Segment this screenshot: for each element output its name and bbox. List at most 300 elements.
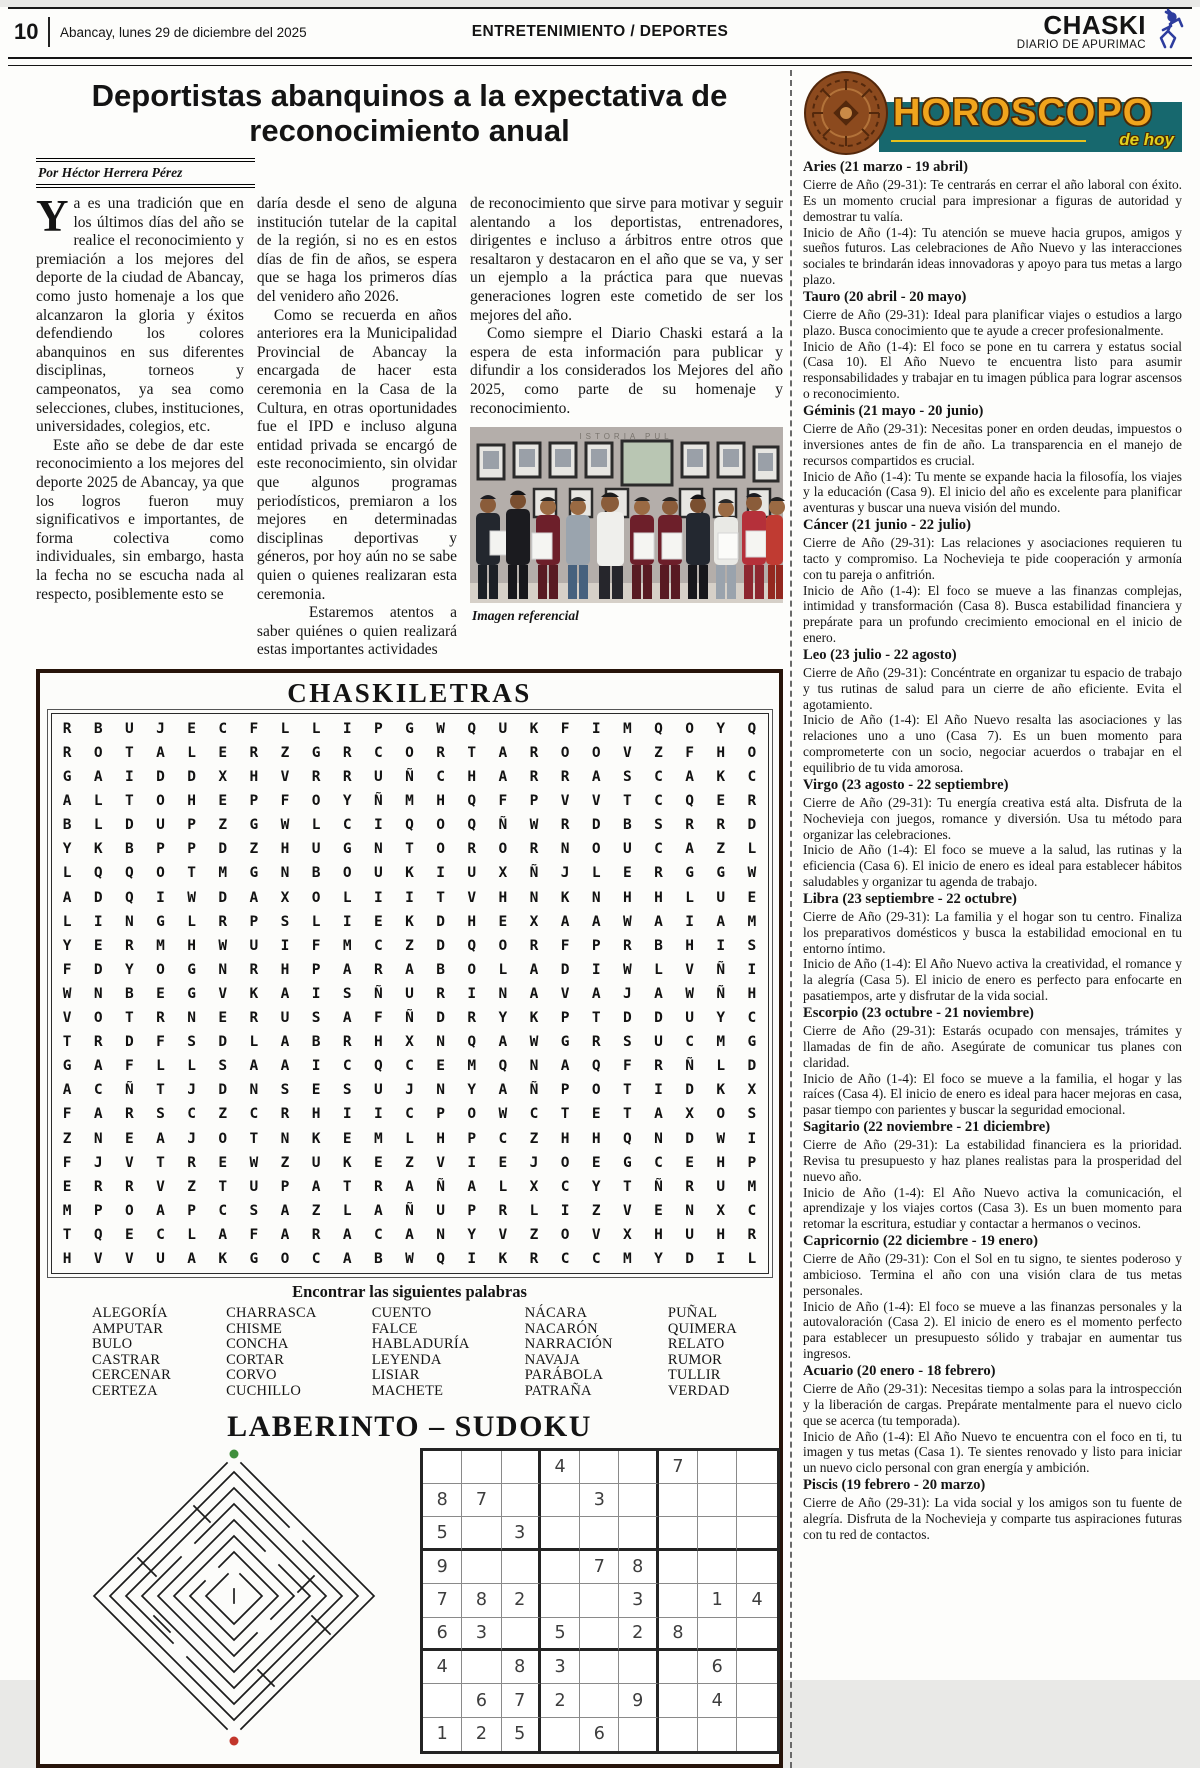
wordsearch-letter: E [747,889,757,906]
sudoku-cell-given: 2 [541,1684,580,1717]
sudoku-cell-empty [502,1451,541,1484]
sudoku-cell-given: 5 [541,1618,580,1651]
word-to-find: CUENTO [371,1305,432,1322]
wordsearch-letter: A [716,913,726,930]
wordsearch-row [52,1126,768,1150]
article-column-3 [470,195,783,660]
wordsearch-row [52,1078,768,1102]
sudoku-cell-empty [580,1584,619,1617]
wordsearch-letter: O [124,1202,134,1219]
wordsearch-letter: N [436,1226,445,1243]
wordsearch-letter: I [591,961,601,978]
wordsearch-letter: N [187,1010,196,1027]
wordsearch-letter: T [124,1010,134,1027]
wordsearch-letter: Y [62,841,72,858]
wordsearch-letter: Q [124,865,134,882]
wordsearch-letter: O [436,817,445,834]
wordsearch-letter: C [156,1226,165,1243]
wordsearch-letter: F [622,1058,632,1075]
wordsearch-letter: N [436,1034,445,1051]
sudoku-cell-empty [737,1684,776,1717]
wordsearch-letter: S [342,985,352,1002]
wordsearch-letter: X [498,865,508,882]
sudoku-cell-given: 6 [698,1651,737,1684]
wordsearch-letter: T [124,745,134,762]
sudoku-grid [420,1448,780,1755]
wordsearch-letter: G [249,817,259,834]
wordsearch-letter: C [93,1082,103,1099]
wordsearch-letter: P [249,913,259,930]
wordsearch-letter: Q [622,1130,632,1147]
wordsearch-letter: M [622,720,632,737]
sudoku-cell-given: 9 [423,1551,462,1584]
wordsearch-letter: A [249,889,259,906]
word-list-column [525,1306,613,1400]
wordsearch-letter: E [685,1154,694,1171]
word-to-find: NARRACIÓN [524,1336,613,1353]
wordsearch-letter: Z [529,1130,539,1147]
wordsearch-letter: M [405,793,414,810]
sudoku-cell-given: 7 [502,1684,541,1717]
wordsearch-letter: W [436,720,445,737]
wordsearch-letter: W [62,985,72,1002]
wordsearch-letter: B [124,841,134,858]
wordsearch-letter: O [716,1106,726,1123]
wordsearch-letter: I [467,1250,477,1267]
horoscope-paragraph: Inicio de Año (1-4): El Año Nuevo activa la creatividad, el romance y la alegría (Casa 5). El inicio de enero es perfecto para enfocarte en pasatiempos, arte y disfrutar de la vida social. [803,956,1182,1004]
wordsearch-letter: U [622,841,632,858]
wordsearch-letter: Ñ [654,1178,663,1195]
wordsearch-letter: I [342,913,352,930]
wordsearch-letter: R [62,720,72,737]
sudoku-cell-given: 3 [462,1618,501,1651]
horoscope-paragraph: Inicio de Año (1-4): El foco se mueve a la salud, las rutinas y la eficiencia (Casa 6). El inicio de enero es ideal para establecer hábitos saludables y organizar tu agenda de trabajo. [803,842,1182,890]
wordsearch-letter: Ñ [405,769,414,786]
wordsearch-letter: K [311,1130,321,1147]
wordsearch-letter: O [156,865,165,882]
wordsearch-letter: A [560,1058,570,1075]
horoscope-sign-heading: Escorpio (23 octubre - 21 noviembre) [803,1004,1034,1021]
wordsearch-letter: I [373,817,383,834]
wordsearch-letter: M [622,1250,632,1267]
sudoku-cell-given: 4 [541,1451,580,1484]
sudoku-cell-given: 2 [462,1718,501,1751]
sudoku-cell-empty [659,1684,698,1717]
horoscope-subtitle: de hoy [1119,130,1174,149]
wordsearch-letter: I [156,889,165,906]
sudoku-cell-given: 2 [502,1584,541,1617]
wordsearch-letter: M [467,1058,477,1075]
wordsearch-letter: L [747,1250,757,1267]
wordsearch-letter: K [529,1010,539,1027]
wordsearch-letter: K [716,769,726,786]
wordsearch-letter: U [405,985,414,1002]
wordsearch-letter: O [156,793,165,810]
wordsearch-letter: P [529,793,539,810]
wordsearch-letter: N [685,1202,694,1219]
wordsearch-letter: T [218,1178,228,1195]
wordsearch-letter: M [342,937,352,954]
wordsearch-letter: A [529,985,539,1002]
word-to-find: NAVAJA [524,1351,581,1368]
wordsearch-letter: C [249,1106,259,1123]
wordsearch-letter: N [436,1082,445,1099]
wordsearch-letter: P [311,961,321,978]
wordsearch-letter: I [373,1106,383,1123]
wordsearch-letter: I [716,937,726,954]
wordsearch-letter: U [249,937,259,954]
sudoku-cell-given: 6 [423,1618,462,1651]
sudoku-cell-empty [580,1684,619,1717]
sudoku-cell-empty [737,1517,776,1550]
horoscope-paragraph: Cierre de Año (29-31): La estabilidad financiera es la prioridad. Revisa tu presupuesto y haz planes realistas para la prosperidad del nuevo año. [803,1137,1182,1184]
wordsearch-letter: Ñ [436,1178,445,1195]
wordsearch-letter: F [560,937,570,954]
wordsearch-letter: R [62,745,72,762]
wordsearch-letter: L [342,889,352,906]
wordsearch-letter: N [93,985,103,1002]
wordsearch-row [52,886,768,910]
article-paragraph: Como siempre el Diario Chaski estará a la espera de esta información para publicar y difundir a los considerados los Mejores del año 2025, como parte de su homenaje y reconocimiento. [470,325,783,417]
wordsearch-letter: Q [373,1058,383,1075]
wordsearch-letter: T [156,1154,165,1171]
article-paragraph: daría desde el seno de alguna institución tutelar de la capital de la región, si no es en estos días de fin de años, se espera que se haga los primeros días del venidero año 2026. [256,195,457,305]
sudoku-cell-empty [659,1651,698,1684]
wordsearch-letter: R [716,817,726,834]
wordsearch-letter: N [498,985,508,1002]
horoscope-sign-heading: Aries (21 marzo - 19 abril) [803,159,968,175]
horoscope-sign-heading: Piscis (19 febrero - 20 marzo) [803,1477,986,1494]
wordsearch-letter: H [280,841,290,858]
wordsearch-letter: L [342,1202,352,1219]
sudoku-cell-given: 5 [423,1517,462,1550]
wordsearch-letter: V [498,1226,508,1243]
horoscope-zone [790,70,1184,1768]
sudoku-cell-empty [659,1551,698,1584]
sudoku-cell-empty [698,1451,737,1484]
wordsearch-letter: B [622,817,632,834]
wordsearch-letter: A [654,985,663,1002]
wordsearch-letter: V [62,1010,72,1027]
wordsearch-letter: W [405,1250,414,1267]
wordsearch-letter: I [467,1154,477,1171]
wordsearch-letter: S [747,937,757,954]
wordsearch-letter: P [373,720,383,737]
wordsearch-letter: A [405,1178,414,1195]
wordsearch-letter: F [249,720,259,737]
wordsearch-letter: C [187,1106,196,1123]
wordsearch-letter: R [373,961,383,978]
wordsearch-letter: I [654,1082,663,1099]
wordsearch-letter: N [529,889,539,906]
wordsearch-letter: S [342,1082,352,1099]
wordsearch-letter: E [187,720,196,737]
wordsearch-letter: B [93,720,103,737]
wordsearch-letter: A [591,985,601,1002]
wordsearch-letter: C [685,1034,694,1051]
wordsearch-letter: G [249,1250,259,1267]
wordsearch-letter: D [685,1082,694,1099]
horoscope-paragraph: Inicio de Año (1-4): Tu mente se expande hacia la filosofía, los viajes y la educación (Casa 9). El inicio del año es excelente para planificar aventuras y buscar una nueva visión del mundo. [803,468,1182,516]
wordsearch-letter: D [654,1010,663,1027]
wordsearch-letter: C [311,1250,321,1267]
word-list-column [372,1306,470,1400]
horoscope-paragraph: Cierre de Año (29-31): Con el Sol en tu signo, te sientes poderoso y ambicioso. Termina el año con una visión clara de tus metas personales. [803,1251,1182,1298]
word-to-find: CUCHILLO [226,1383,302,1399]
wordsearch-letter: J [529,1154,539,1171]
wordsearch-letter: U [311,841,321,858]
sudoku-cell-empty [541,1718,580,1751]
wordsearch-letter: C [560,1250,570,1267]
wordsearch-letter: J [93,1154,103,1171]
wordsearch-row [52,765,768,789]
wordsearch-row [52,1199,768,1223]
article-paragraph: Como se recuerda en años anteriores era la Municipalidad Provincial de Abancay la encargada de hacer esta ceremonia en la Casa de la Cultura, en otras oportunidades fue el IPD e incluso alguna entidad privada se encargó de este reconocimiento, sin olvidar que algunos programas periodísticos, premiaron a los mejores en determinadas disciplinas deportivas y géneros, por hoy aún no se sabe quien o quienes realizaran esta ceremonia. [256,306,457,603]
wordsearch-letter: O [498,841,508,858]
wordsearch-letter: R [467,841,477,858]
sudoku-cell-given: 8 [659,1618,698,1651]
wordsearch-row [52,958,768,982]
wordsearch-letter: L [280,720,290,737]
horoscope-paragraph: Cierre de Año (29-31): Ideal para planificar viajes o estudios a largo plazo. Busca conocimiento que te ayude a crecer profesionalmente. [803,306,1182,338]
wordsearch-letter: C [747,1010,757,1027]
word-to-find: CHISME [226,1320,283,1337]
wordsearch-letter: R [373,1178,383,1195]
wordsearch-row [52,1175,768,1199]
sudoku-cell-given: 8 [423,1484,462,1517]
wordsearch-letter: I [342,720,352,737]
wordsearch-letter: N [93,1130,103,1147]
wordsearch-letter: R [311,769,321,786]
article-column-2 [257,195,457,660]
wordsearch-letter: H [654,1226,663,1243]
wordsearch-letter: U [685,1226,694,1243]
wordsearch-letter: I [436,865,445,882]
wordsearch-letter: A [498,745,508,762]
wordsearch-letter: R [124,1178,134,1195]
wordsearch-letter: E [311,1082,321,1099]
inca-medallion-icon [803,70,889,161]
sudoku-cell-empty [737,1484,776,1517]
horoscope-paragraph: Inicio de Año (1-4): El Año Nuevo resalta las asociaciones y las relaciones uno a uno (Casa 7). Es un buen momento para comprometerte con un socio, negociar acuerdos o trabajar en el equilibrio de tu vida amorosa. [803,712,1182,775]
wordsearch-row [52,813,768,837]
wordsearch-letter: N [280,1130,290,1147]
wordsearch-letter: D [156,769,165,786]
wordsearch-letter: A [560,913,570,930]
word-to-find: LEYENDA [371,1351,442,1368]
wordsearch-letter: T [62,1034,72,1051]
wordsearch-letter: Q [93,1226,103,1243]
puzzles-box [36,669,783,1768]
wordsearch-letter: C [654,1154,663,1171]
wordsearch-letter: L [187,913,196,930]
wordsearch-row [52,1030,768,1054]
wordsearch-letter: Ñ [498,817,508,834]
wordsearch-letter: T [342,1178,352,1195]
sudoku-cell-empty [659,1484,698,1517]
wordsearch-letter: E [218,745,228,762]
wordsearch-title: CHASKILETRAS [287,677,532,708]
wordsearch-letter: X [747,1082,757,1099]
wordsearch-letter: T [249,1130,259,1147]
word-to-find: MACHETE [371,1383,444,1399]
wordsearch-letter: R [156,1010,165,1027]
wordsearch-letter: K [560,889,570,906]
article-paragraph: Este año se debe de dar este reconocimiento a los mejores del deporte 2025 de Abancay, ya que los logros fueron muy significativos e importantes, de forma colectiva como individuales, sin embargo, hasta la fecha no se escucha nada al respecto, posiblemente esto se [36,436,244,603]
wordsearch-letter: A [373,1202,383,1219]
wordsearch-letter: A [405,1226,414,1243]
wordsearch-letter: I [747,1130,757,1147]
wordsearch-letter: L [187,1058,196,1075]
wordsearch-letter: Ñ [529,865,539,882]
wordsearch-letter: B [654,937,663,954]
wordsearch-letter: A [280,985,290,1002]
wordsearch-letter: G [249,865,259,882]
horoscope-paragraph: Inicio de Año (1-4): El Año Nuevo te encuentra con el foco en ti, tu imagen y tus metas (Casa 1). Te sientes renovado y listo para iniciar un nuevo ciclo personal con gran energía y ambición. [803,1428,1182,1476]
wordsearch-letter: R [654,1058,663,1075]
wordsearch-letter: X [716,1202,726,1219]
wordsearch-letter: N [560,841,570,858]
wordsearch-letter: Q [747,720,757,737]
sudoku-cell-given: 4 [737,1584,776,1617]
wordsearch-letter: I [93,913,103,930]
wordsearch-letter: H [311,1106,321,1123]
wordsearch-letter: V [560,793,570,810]
wordsearch-letter: N [654,1130,663,1147]
wordsearch-letter: N [124,913,134,930]
wordsearch-letter: F [311,937,321,954]
sudoku-cell-empty [541,1551,580,1584]
wordsearch-letter: B [311,865,321,882]
wordsearch-grid [51,713,769,1274]
word-to-find: ALEGORÍA [92,1305,168,1322]
wordsearch-letter: Ñ [124,1082,134,1099]
wordsearch-letter: U [280,1010,290,1027]
wordsearch-letter: H [467,913,477,930]
wordsearch-letter: G [342,841,352,858]
wordsearch-letter: W [622,913,632,930]
sudoku-cell-empty [580,1618,619,1651]
wordsearch-letter: V [560,985,570,1002]
wordsearch-letter: K [93,841,103,858]
sudoku-cell-empty [502,1618,541,1651]
wordsearch-letter: B [373,1250,383,1267]
wordsearch-letter: Ñ [405,1202,414,1219]
wordsearch-letter: Q [685,793,694,810]
wordsearch-letter: W [249,1154,259,1171]
sudoku-cell-given: 3 [502,1517,541,1550]
wordsearch-letter: T [622,1178,632,1195]
wordsearch-letter: D [436,937,445,954]
wordsearch-letter: R [591,1034,601,1051]
word-to-find: CONCHA [226,1336,289,1353]
wordsearch-letter: Y [124,961,134,978]
wordsearch-letter: H [716,1154,726,1171]
horoscope-paragraph: Cierre de Año (29-31): Necesitas tiempo a solas para la introspección y la liberación de cargas. Prepárate mentalmente para el nuevo ciclo que se acerca (tu temporada). [803,1381,1182,1428]
wordsearch-letter: L [93,817,103,834]
wordsearch-letter: A [280,1058,290,1075]
wordsearch-letter: E [373,913,383,930]
wordsearch-letter: G [405,720,414,737]
laberinto-sudoku-heading: LABERINTO – SUDOKU [227,1409,592,1443]
wordsearch-letter: N [373,841,383,858]
wordsearch-letter: J [405,1082,414,1099]
wordsearch-letter: V [622,745,632,762]
wordsearch-letter: B [311,1034,321,1051]
wordsearch-letter: Y [716,720,726,737]
word-list-column [92,1306,171,1400]
sudoku-cell-empty [619,1484,658,1517]
sudoku-cell-given: 3 [619,1584,658,1617]
wordsearch-letter: S [280,913,290,930]
wordsearch-letter: L [685,889,694,906]
sudoku-cell-given: 4 [423,1651,462,1684]
wordsearch-letter: Q [467,1034,477,1051]
wordsearch-letter: P [187,817,196,834]
wordsearch-letter: T [467,745,477,762]
wordsearch-letter: T [622,1082,632,1099]
sudoku-cell-given: 6 [462,1684,501,1717]
wordsearch-instruction: Encontrar las siguientes palabras [292,1282,527,1302]
wordsearch-letter: Q [93,865,103,882]
horoscope-header [803,70,1182,156]
wordsearch-letter: W [529,1034,539,1051]
horoscope-paragraph: Cierre de Año (29-31): La familia y el hogar son tu centro. Finaliza los preparativos domésticos y busca la estabilidad emocional en tu entorno íntimo. [803,908,1182,956]
wordsearch-letter: A [405,961,414,978]
wordsearch-letter: V [622,1202,632,1219]
wordsearch-letter: C [373,745,383,762]
wordsearch-letter: N [280,865,290,882]
horoscope-paragraph: Cierre de Año (29-31): Las relaciones y asociaciones requieren tu tacto y compromiso. La Nochevieja te pide cooperación y armonía con tu pareja o anfitrión. [803,535,1182,582]
word-to-find: NACARÓN [524,1320,598,1337]
wordsearch-letter: M [373,1130,383,1147]
wordsearch-letter: L [156,1058,165,1075]
wordsearch-letter: O [311,793,321,810]
page-number: 10 [14,19,39,44]
wordsearch-letter: A [685,841,694,858]
wordsearch-letter: T [436,889,445,906]
wordsearch-letter: V [685,961,694,978]
wordsearch-letter: L [311,720,321,737]
wordsearch-letter: O [591,745,601,762]
wordsearch-letter: D [93,961,103,978]
sudoku-cell-empty [659,1718,698,1751]
wordsearch-letter: A [342,1226,352,1243]
wordsearch-letter: L [591,865,601,882]
wordsearch-letter: C [218,1202,228,1219]
wordsearch-letter: O [218,1130,228,1147]
wordsearch-letter: W [685,985,694,1002]
sudoku-cell-empty [737,1451,776,1484]
wordsearch-letter: A [93,1058,103,1075]
word-to-find: HABLADURÍA [371,1336,470,1353]
wordsearch-letter: E [716,793,726,810]
wordsearch-letter: D [747,1058,757,1075]
wordsearch-letter: L [311,913,321,930]
wordsearch-row [52,934,768,958]
sudoku-cell-given: 8 [502,1651,541,1684]
wordsearch-letter: M [218,865,228,882]
wordsearch-row [52,837,768,861]
wordsearch-letter: Ñ [373,985,383,1002]
wordsearch-row [52,1247,768,1271]
wordsearch-letter: E [622,865,632,882]
wordsearch-letter: A [156,745,165,762]
wordsearch-letter: V [156,1178,165,1195]
wordsearch-letter: I [405,889,414,906]
wordsearch-letter: J [156,720,165,737]
wordsearch-letter: A [311,1178,321,1195]
